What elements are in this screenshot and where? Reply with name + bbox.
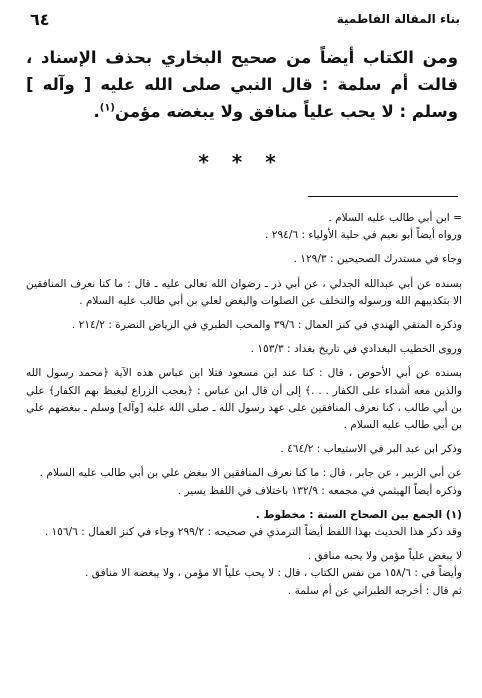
footnote-line: وأيضاً في : ١٥٨/٦ من نفس الكتاب ، قال : لا يحب علياً الا مؤمن ، ولا يبغضه الا منافق . xyxy=(85,567,462,580)
footnote-line: وجاء في مستدرك الصحيحين : ١٢٩/٣ . xyxy=(293,253,462,266)
footnote-spacer xyxy=(26,434,462,441)
footnote-line: بسنده عن أبي عبدالله الجدلي ، عن أبي ذر ـ رضوان الله تعالى عليه ـ قال : ما كنا نعرف المنافقين الا بتكذيبهم الله ورسوله والتخلف عن الصلوات والبغض لعلي بن أبي طالب عليه السلام . xyxy=(26,277,462,307)
footnote-line: عن أبي الزبير ، عن جابر ، قال : ما كنا نعرف المنافقين الا ببغض علي بن أبي طالب عليه السلام . xyxy=(39,467,462,480)
footnote-spacer xyxy=(26,358,462,365)
section-separator-stars: * * * xyxy=(198,150,284,174)
footnote-line: بسنده عن أبي الأحوص ، قال : كنا عند ابن مسعود فتلا ابن عباس هذه الآية ﴿محمد رسول الله والذين معه أشداء على الكفار . . .﴾ إلى أن قال ابن عباس : ﴿يعجب الزراع ليغيظ بهم الكفار﴾ علي بن أبي طالب ، كنا نعرف المنافقين على عهد رسول الله ـ صلى الله عليه [وآله] وسلم ـ ببغضهم علي بن أبي طالب عليه السلام . xyxy=(26,367,462,432)
footnote-spacer xyxy=(26,269,462,276)
footnote-line: وروى الخطيب البغدادي في تاريخ بغداد : ١٥٣/٣ . xyxy=(250,343,462,356)
page-number: ٦٤ xyxy=(30,10,50,29)
footnote-spacer xyxy=(26,244,462,251)
footnote-line: = ابن أبي طالب عليه السلام . xyxy=(328,212,462,224)
paragraph-text: ومن الكتاب أيضاً من صحيح البخاري بحذف الإسناد ، قالت أم سلمة : قال النبي صلى الله عليه [ وآله ] وسلم : لا يحب علياً منافق ولا يبغضه مؤمن xyxy=(26,48,458,121)
footnote-reference[interactable]: (١) xyxy=(99,102,115,114)
footnote-spacer xyxy=(26,310,462,317)
footnote-rule xyxy=(308,196,458,197)
footnote-line: ثم قال : أخرجه الطبراني عن أم سلمة . xyxy=(287,584,462,597)
footnote-line: وقد ذكر هذا الحديث بهذا اللفظ أيضاً الترمذي في صحيحه : ٢٩٩/٢ وجاء في كنز العمال : ١٥٦/٦ . xyxy=(44,526,462,539)
running-title: بناء المقالة الفاطمية xyxy=(336,12,460,26)
footnote-line: وذكره أيضاً الهيثمي في مجمعه : ١٣٢/٩ باختلاف في اللفظ يسير . xyxy=(177,484,462,497)
footnote-spacer xyxy=(26,500,462,507)
page-header xyxy=(30,10,460,32)
footnote-spacer xyxy=(26,458,462,465)
paragraph-end: . xyxy=(93,102,100,121)
footnote-line: وذكر ابن عبد البر في الاستيعاب : ٤٦٤/٢ . xyxy=(280,443,462,456)
footnote-spacer xyxy=(26,334,462,341)
footnote-line: ورواه أيضاً أبو نعيم في حلية الأولياء : ٢٩٤/٦ . xyxy=(265,229,462,242)
footnotes-section xyxy=(26,210,462,600)
footnote-line: وذكره المتقي الهندي في كنز العمال : ٣٩/٦ والمحب الطبري في الرياض النضرة : ٢١٤/٢ . xyxy=(71,319,462,332)
main-paragraph xyxy=(26,44,458,125)
footnote-spacer xyxy=(26,541,462,548)
footnote-line: لا يبغض علياً مؤمن ولا يحبه منافق . xyxy=(307,550,462,563)
footnote-line: (١) الجمع بين الصحاح الستة : مخطوط . xyxy=(255,508,462,521)
